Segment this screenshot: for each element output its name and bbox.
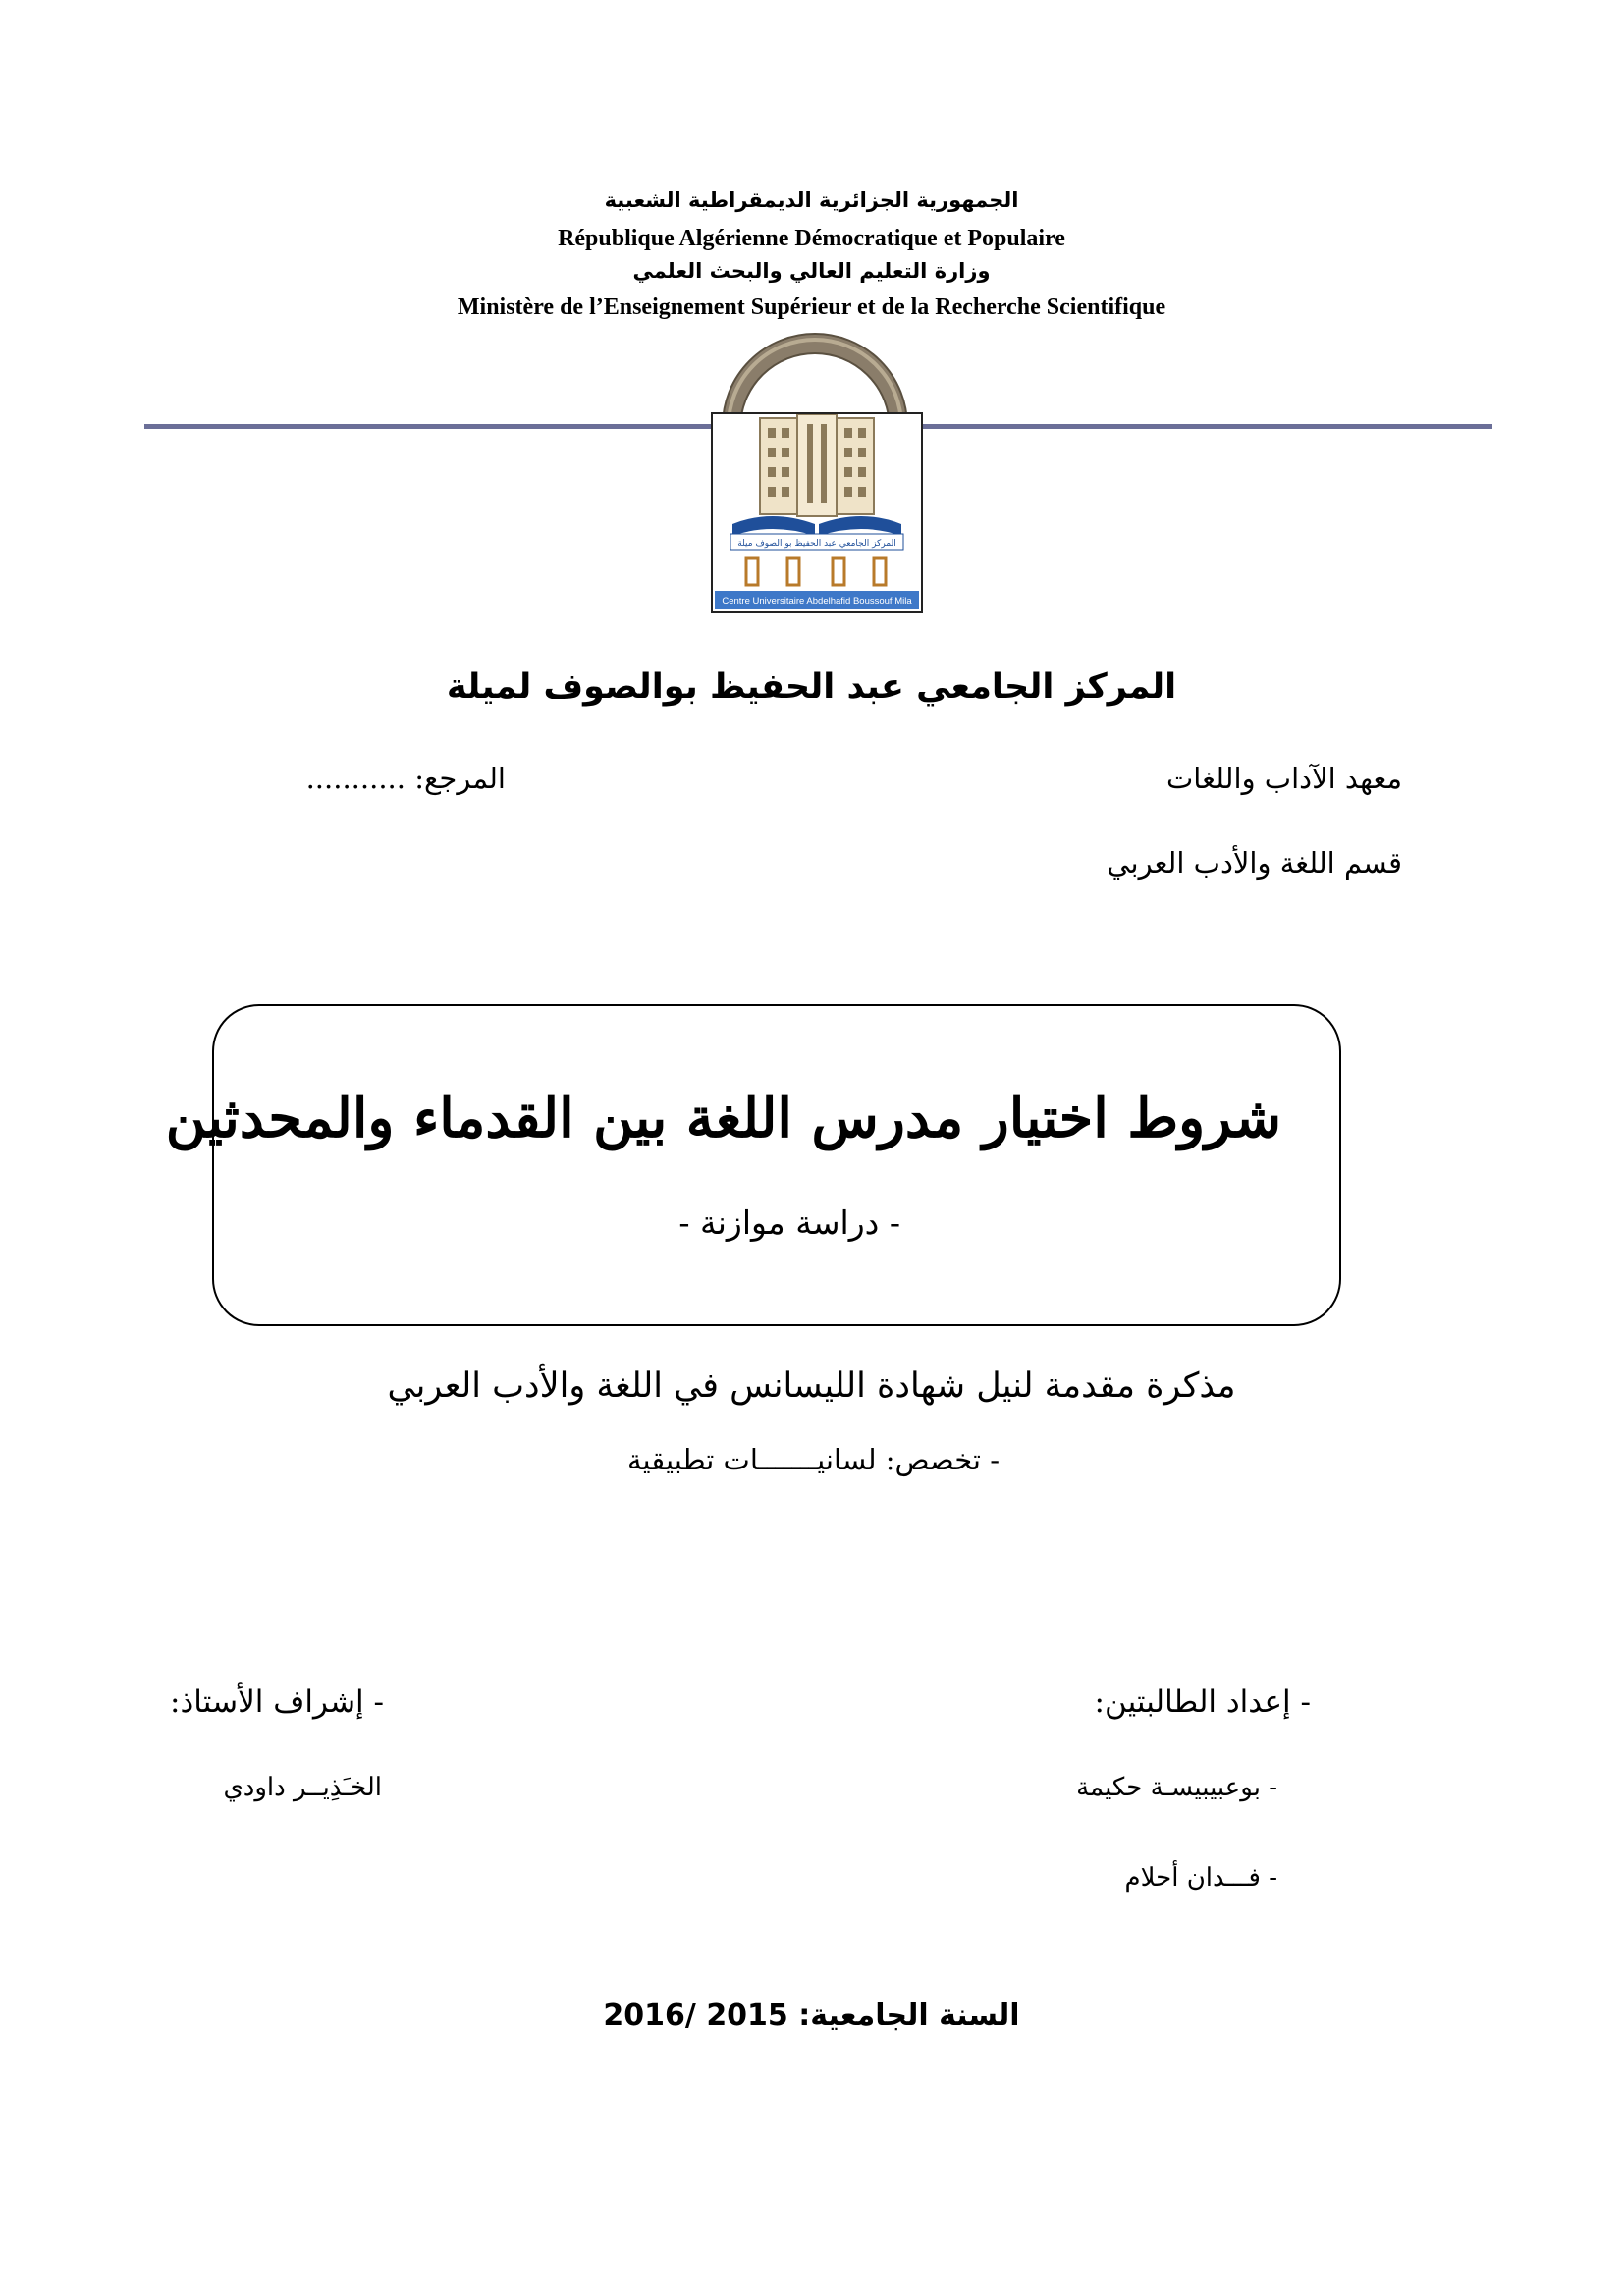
ministry-arabic: وزارة التعليم العالي والبحث العلمي xyxy=(632,259,991,283)
academic-year: السنة الجامعية: 2015 /2016 xyxy=(603,1999,1020,2033)
supervisor-name: الخـَذِيــر داودي xyxy=(223,1773,382,1802)
department-name: قسم اللغة والأدب العربي xyxy=(1107,846,1402,880)
thesis-title: شروط اختيار مدرس اللغة بين القدماء والمحدثين xyxy=(165,1086,1281,1150)
republic-arabic: الجمهورية الجزائرية الديمقراطية الشعبية xyxy=(604,188,1019,212)
ministry-french: Ministère de l’Enseignement Supérieur et de la Recherche Scientifique xyxy=(457,294,1166,320)
reference-label: المرجع: ........... xyxy=(305,762,506,795)
thesis-specialty: - تخصص: لسانيـــــــات تطبيقية xyxy=(627,1443,1000,1476)
building-icon xyxy=(713,414,921,611)
thesis-subtitle: - دراسة موازنة - xyxy=(678,1203,900,1242)
university-center-name: المركز الجامعي عبد الحفيظ بوالصوف لميلة xyxy=(446,667,1177,707)
university-logo xyxy=(711,412,923,613)
institute-name: معهد الآداب واللغات xyxy=(1165,762,1402,795)
logo-french-caption: Centre Universitaire Abdelhafid Boussouf Mila xyxy=(722,596,912,607)
supervisor-label: - إشراف الأستاذ: xyxy=(170,1684,384,1720)
thesis-purpose: مذكرة مقدمة لنيل شهادة الليسانس في اللغة والأدب العربي xyxy=(387,1366,1236,1406)
republic-french: République Algérienne Démocratique et Populaire xyxy=(558,226,1065,251)
logo-arabic-banner: المركز الجامعي عبد الحفيظ بو الصوف ميلة xyxy=(737,539,896,549)
student-name-1: - بوعبيبيسـة حكيمة xyxy=(1076,1773,1277,1802)
students-label: - إعداد الطالبتين: xyxy=(1094,1684,1311,1720)
title-box xyxy=(212,1004,1341,1326)
student-name-2: - فـــدان أحلام xyxy=(1124,1863,1277,1893)
